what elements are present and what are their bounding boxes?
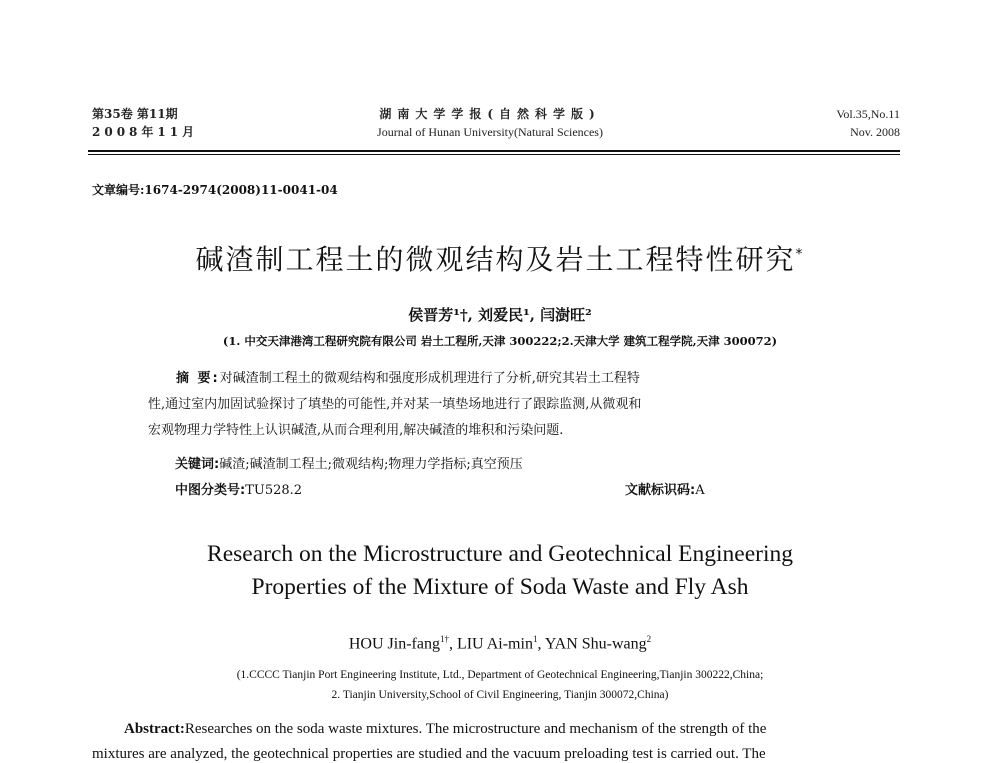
affiliation-en-line2: 2. Tianjin University,School of Civil Engineering, Tianjin 300072,China) — [331, 689, 669, 701]
article-number: 文章编号:1674-2974(2008)11-0041-04 — [92, 183, 338, 197]
abstract-en-line1-wrap — [124, 721, 914, 738]
header-volume-block — [92, 105, 198, 141]
header-vol-block — [836, 105, 900, 141]
header-rule-thick — [88, 150, 900, 152]
title-en — [0, 538, 1000, 604]
clc-value: TU528.2 — [245, 483, 303, 498]
title-cn-block — [0, 238, 1000, 278]
clc-number — [175, 479, 302, 498]
keywords-cn — [175, 453, 523, 472]
header-date-en: Nov. 2008 — [850, 125, 900, 139]
title-en-line1: Research on the Microstructure and Geotechnical Engineering — [207, 541, 793, 567]
header-rule-thin — [88, 154, 900, 155]
author-en-3-sup: 2 — [646, 634, 652, 644]
affiliation-cn: (1. 中交天津港湾工程研究院有限公司 岩土工程所,天津 300222;2.天津大学 建筑工程学院,天津 300072) — [222, 334, 778, 348]
affiliation-en — [0, 665, 1000, 705]
authors-en: HOU Jin-fang$^{1\dagger}$, LIU $Ai-\min^1$, YAN Shu-wang$^2$ — [348, 634, 652, 653]
keywords-cn-text: 碱渣;碱渣制工程土;微观结构;物理力学指标;真空预压 — [219, 457, 523, 472]
abstract-en-label: Abstract: — [124, 721, 185, 737]
header-volume-issue: 第35卷 第11期 — [92, 107, 178, 121]
header-journal-en: Journal of Hunan University(Natural Sciences) — [377, 125, 603, 139]
authors-cn: 侯晋芳¹†, 刘爱民¹, 闫澍旺² — [408, 306, 592, 324]
keywords-cn-label: 关键词: — [175, 457, 220, 472]
abstract-cn-label: 摘 要: — [176, 371, 220, 386]
author-en-2-sup: 1 — [532, 634, 538, 644]
abstract-cn-line3: 宏观物理力学特性上认识碱渣,从而合理利用,解决碱渣的堆积和污染问题. — [148, 423, 564, 438]
document-code-value: A — [695, 483, 705, 498]
author-en-2: LIU Ai-min — [456, 635, 533, 653]
abstract-cn-line2: 性,通过室内加固试验探讨了填垫的可能性,并对某一填垫场地进行了跟踪监测,从微观和 — [148, 397, 642, 412]
title-en-line2: Properties of the Mixture of Soda Waste and Fly Ash — [251, 574, 749, 600]
document-code — [625, 479, 705, 498]
abstract-cn-line1 — [148, 366, 868, 392]
title-cn: 碱渣制工程土的微观结构及岩土工程特性研究 — [195, 243, 796, 276]
abstract-cn — [148, 366, 868, 444]
affiliation-en-line1: (1.CCCC Tianjin Port Engineering Institute, Ltd., Department of Geotechnical Engineering,Tianjin 300222,China; — [236, 669, 764, 681]
header-journal-cn: 湖南大学学报(自然科学版) — [379, 107, 601, 121]
abstract-en-line1: Researches on the soda waste mixtures. The microstructure and mechanism of the strength of the — [184, 721, 767, 737]
abstract-en-line2: mixtures are analyzed, the geotechnical properties are studied and the vacuum preloading test is carried out. The — [92, 746, 766, 762]
title-cn-footnote-mark: * — [795, 246, 805, 263]
abstract-cn-text1: 对碱渣制工程土的微观结构和强度形成机理进行了分析,研究其岩土工程特 — [219, 371, 640, 386]
author-en-1-sup: 1† — [439, 634, 449, 644]
author-en-3: YAN Shu-wang — [544, 635, 647, 653]
header-journal-block — [340, 105, 640, 141]
clc-label: 中图分类号: — [175, 483, 246, 498]
header-date-cn: 2008年11月 — [92, 125, 199, 139]
author-en-1: HOU Jin-fang — [348, 635, 440, 653]
document-code-label: 文献标识码: — [625, 483, 696, 498]
header-vol-en: Vol.35,No.11 — [836, 107, 900, 121]
